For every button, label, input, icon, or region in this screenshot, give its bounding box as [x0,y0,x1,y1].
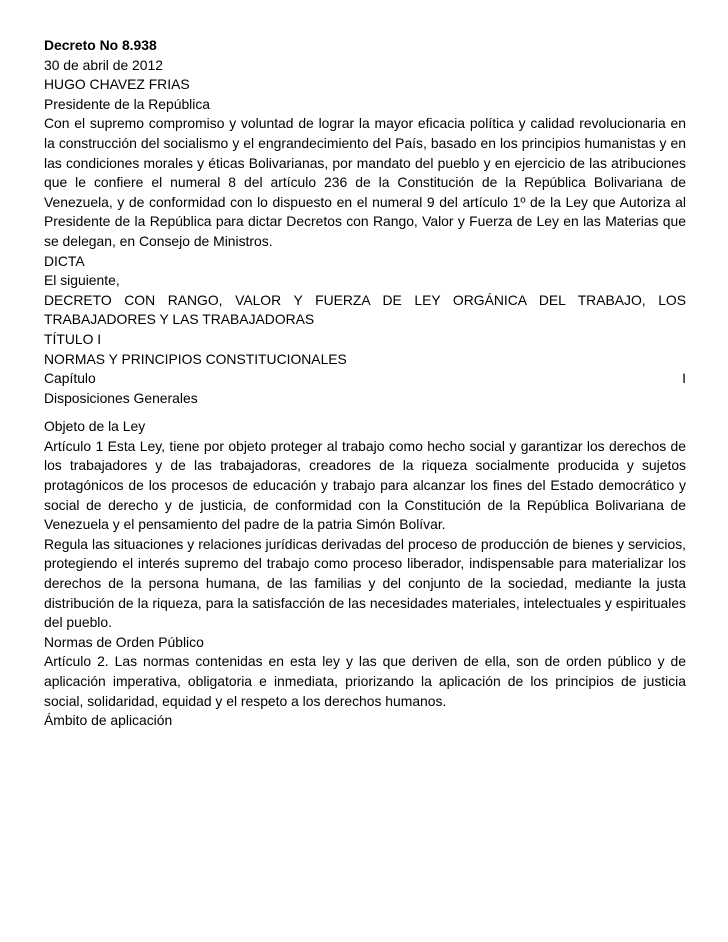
section-heading-orden-publico: Normas de Orden Público [44,633,204,650]
dicta-heading: DICTA [44,252,85,269]
chapter-numeral: I [682,370,686,387]
decree-number: Decreto No 8.938 [44,37,157,53]
section-heading-objeto: Objeto de la Ley [44,418,146,435]
title-name: NORMAS Y PRINCIPIOS CONSTITUCIONALES [44,350,347,367]
decree-date: 30 de abril de 2012 [44,56,163,73]
article-2-paragraph: Artículo 2. Las normas contenidas en esta ley y las que deriven de ella, son de orden público y de aplicación imperativa, obligatoria e inmediata, priorizando la aplicación de los principios de justicia social, solidaridad, equidad y el respeto a los derechos humanos. [44,653,686,709]
article-1-paragraph-2: Regula las situaciones y relaciones jurídicas derivadas del proceso de producción de bienes y servicios, protegiendo el interés supremo del trabajo como proceso liberador, indispensable para materializar los derechos de la persona humana, de las familias y del conjunto de la sociedad, mediante la justa distribución de la riqueza, para la satisfacción de las necesidades materiales, intelectuales y espirituales del pueblo. [44,535,686,631]
chapter-label-row [44,369,686,389]
article-1-paragraph: Artículo 1 Esta Ley, tiene por objeto proteger al trabajo como hecho social y garantizar los derechos de los trabajadores y de las trabajadoras, creadores de la riqueza socialmente producida y sujetos protagónicos de los procesos de educación y trabajo para alcanzar los fines del Estado democrático y social de derecho y de justicia, de conformidad con la Constitución de la República Bolivariana de Venezuela y el pensamiento del padre de la patria Simón Bolívar. [44,437,686,533]
section-heading-ambito: Ámbito de aplicación [44,712,173,729]
chapter-heading [44,369,686,408]
preamble-paragraph: Con el supremo compromiso y voluntad de lograr la mayor eficacia política y calidad revolucionaria en la construcción del socialismo y el engrandecimiento del País, basado en los principios humanistas y en las condiciones morales y éticas Bolivarianas, por mandato del pueblo y en ejercicio de las atribuciones que le confiere el numeral 8 del artículo 236 de la Constitución de la República Bolivariana de Venezuela, y de conformidad con lo dispuesto en el numeral 9 del artículo 1º de la Ley que Autoriza al Presidente de la República para dictar Decretos con Rango, Valor y Fuerza de Ley en las Materias que se delegan, en Consejo de Ministros. [44,115,686,249]
president-role: Presidente de la República [44,95,211,112]
siguiente-line: El siguiente, [44,272,120,289]
title-label: TÍTULO I [44,330,102,347]
document-page [44,36,686,731]
law-title: DECRETO CON RANGO, VALOR Y FUERZA DE LEY ORGÁNICA DEL TRABAJO, LOS TRABAJADORES Y LAS TRABAJADORAS [44,291,686,328]
chapter-name: Disposiciones Generales [44,389,198,406]
chapter-label: Capítulo [44,370,96,387]
president-name: HUGO CHAVEZ FRIAS [44,76,190,93]
